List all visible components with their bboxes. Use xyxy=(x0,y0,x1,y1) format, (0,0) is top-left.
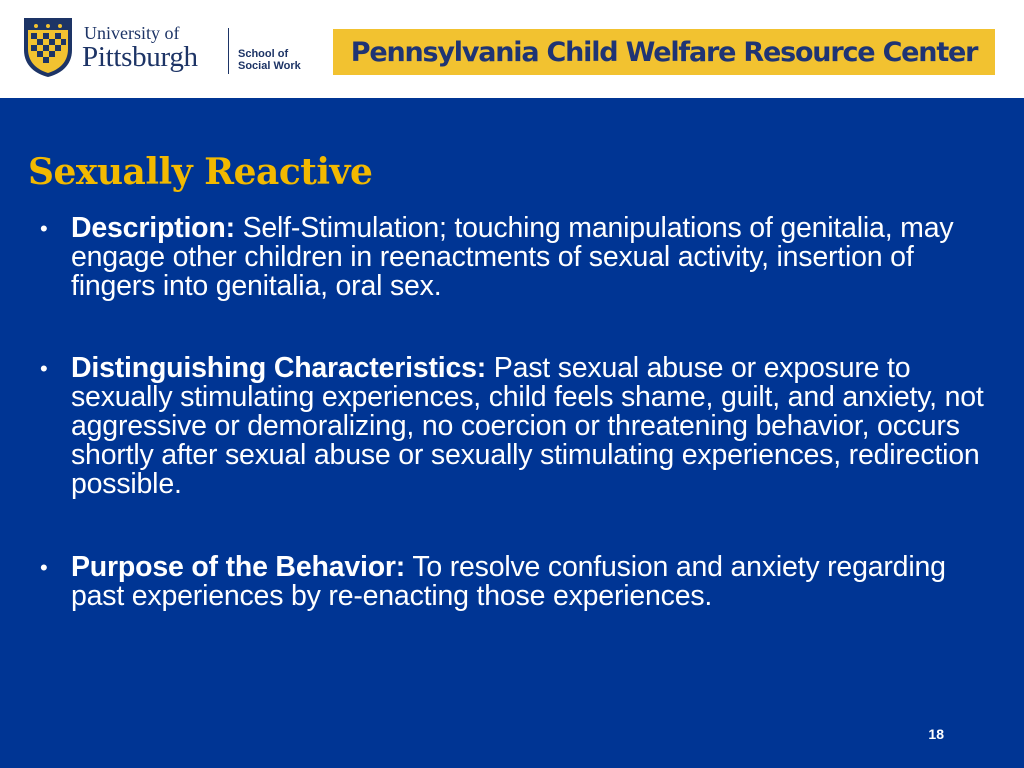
slide-header xyxy=(0,0,1024,98)
page-number: 18 xyxy=(928,726,944,742)
bullet-item-purpose xyxy=(40,553,1000,611)
bullet-text: Self-Stimulation; touching manipulations of genitalia, may engage other children in reenactments of sexual activity, insertion of fingers into genitalia, oral sex. xyxy=(71,212,954,302)
logo-divider xyxy=(228,28,229,74)
bullet-label: Distinguishing Characteristics: xyxy=(71,352,487,384)
resource-center-banner: Pennsylvania Child Welfare Resource Center xyxy=(333,29,995,75)
school-name xyxy=(238,48,301,72)
bullet-label: Description: xyxy=(71,212,235,244)
school-name-line2: Social Work xyxy=(238,60,301,72)
bullet-item-description xyxy=(40,214,1000,301)
bullet-icon: • xyxy=(40,216,48,241)
slide-title: Sexually Reactive xyxy=(28,151,373,193)
slide-body xyxy=(0,98,1024,768)
bullet-text: Past sexual abuse or exposure to sexually stimulating experiences, child feels shame, guilt, and anxiety, not aggressive or demoralizing, no coercion or threatening behavior, occurs shortly after sexual abuse or sexually stimulating experiences, redirection possible. xyxy=(71,352,984,500)
bullet-icon: • xyxy=(40,356,48,381)
bullet-label: Purpose of the Behavior: xyxy=(71,551,406,583)
university-logo xyxy=(22,14,312,82)
bullet-item-characteristics xyxy=(40,354,1000,499)
bullet-icon: • xyxy=(40,555,48,580)
bullet-text: To resolve confusion and anxiety regarding past experiences by re-enacting those experiences. xyxy=(71,551,946,612)
university-shield-icon xyxy=(22,14,74,78)
bullet-list xyxy=(40,214,1000,611)
university-name-line1: University of xyxy=(84,23,180,43)
school-name-line1: School of xyxy=(238,48,289,60)
university-name-line2: Pittsburgh xyxy=(82,41,198,73)
